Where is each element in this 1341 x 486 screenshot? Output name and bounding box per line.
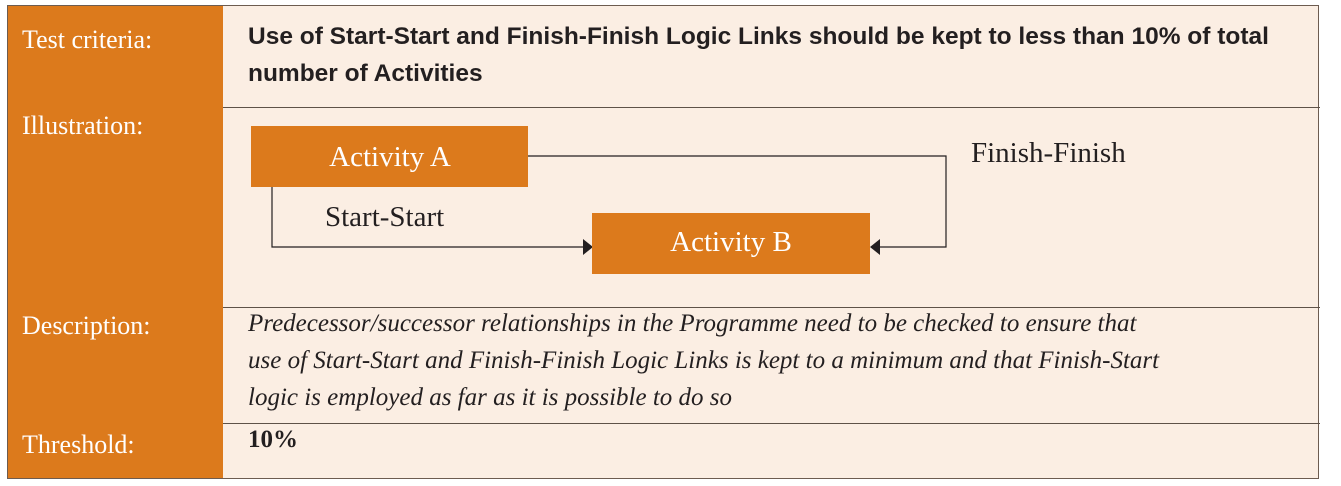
activity-b-label: Activity B (670, 226, 792, 258)
finish-finish-label: Finish-Finish (971, 137, 1126, 169)
illustration-label: Illustration: (22, 111, 144, 140)
start-start-label: Start-Start (325, 201, 445, 233)
finish-finish-arrowhead (870, 239, 880, 255)
threshold-label: Threshold: (22, 430, 135, 459)
test-criteria-label: Test criteria: (22, 25, 153, 54)
threshold-value: 10% (248, 426, 298, 453)
description-line: logic is employed as far as it is possible to do so (248, 384, 733, 411)
description-line: Predecessor/successor relationships in the Programme need to be checked to ensure that (248, 310, 1137, 337)
description-text (248, 305, 1308, 416)
start-start-arrowhead (583, 239, 593, 255)
test-criteria-text: Use of Start-Start and Finish-Finish Logic Links should be kept to less than 10% of total number of Activities (248, 23, 1269, 87)
activity-a-label: Activity A (329, 141, 451, 173)
description-label: Description: (22, 311, 151, 340)
description-line: use of Start-Start and Finish-Finish Logic Links is kept to a minimum and that Finish-Start (248, 347, 1160, 374)
